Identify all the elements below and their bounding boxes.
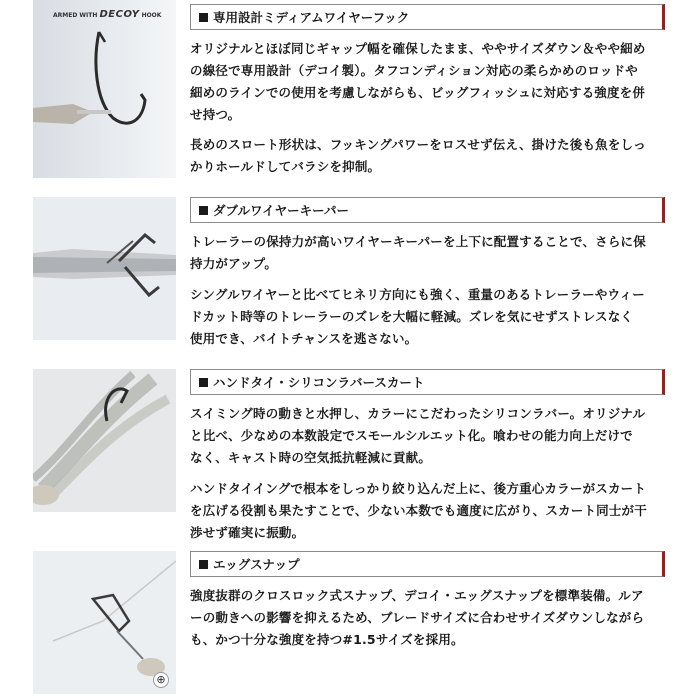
paragraph <box>190 403 668 469</box>
paragraph-line: オリジナルとほぼ同じギャップ幅を確保したまま、ややサイズダウン＆やや細め <box>190 41 646 56</box>
section-heading <box>190 197 665 223</box>
section-heading <box>190 4 665 30</box>
paragraph-line: シングルワイヤーと比べてヒネリ方向にも強く、重量のあるトレーラーやウィー <box>190 287 645 302</box>
skirt-photo <box>33 369 176 512</box>
paragraph <box>190 134 668 178</box>
heading-text: エッグスナップ <box>213 557 300 572</box>
section-heading <box>190 551 665 577</box>
paragraph-line: せ持つ。 <box>190 107 241 122</box>
paragraph <box>190 231 668 275</box>
heading-bullet <box>199 206 208 215</box>
paragraph-line: 強度抜群のクロスロック式スナップ、デコイ・エッグスナップを標準装備。ルア <box>190 588 644 603</box>
paragraph-line: 細めのラインでの使用を考慮しながらも、ビッグフィッシュに対応する強度を併 <box>190 85 646 100</box>
paragraph-line: ハンドタイイングで根本をしっかり絞り込んだ上に、後方重心カラーがスカート <box>190 481 647 496</box>
paragraph-line: かりホールドしてバラシを抑制。 <box>190 159 381 174</box>
paragraph <box>190 585 668 651</box>
paragraph-line: を広げる役割も果たすことで、少ない本数でも適度に広がり、スカート同士が干 <box>190 503 647 518</box>
zoom-icon[interactable]: ⊕ <box>153 672 169 688</box>
paragraph-line: 持力がアップ。 <box>190 256 278 271</box>
heading-bullet <box>199 560 208 569</box>
section-heading <box>190 369 665 395</box>
paragraph-line: も、かつ十分な強度を持つ#1.5サイズを採用。 <box>190 632 464 647</box>
paragraph-line: 使用でき、バイトチャンスを逃さない。 <box>190 331 418 346</box>
paragraph <box>190 38 668 126</box>
heading-bullet <box>199 13 208 22</box>
heading-text: 専用設計ミディアムワイヤーフック <box>213 10 410 25</box>
paragraph-line: と比べ、少なめの本数設定でスモールシルエット化。喰わせの能力向上だけで <box>190 428 633 443</box>
heading-text: ハンドタイ・シリコンラバースカート <box>213 375 425 390</box>
paragraph-line: の線径で専用設計（デコイ製）。タフコンディション対応の柔らかめのロッドや <box>190 63 638 78</box>
hook-illustration <box>33 0 176 178</box>
paragraph-line: なく、キャスト時の空気抵抗軽減に貢献。 <box>190 450 432 465</box>
keeper-photo <box>33 197 176 340</box>
paragraph-line: スイミング時の動きと水押し、カラーにこだわったシリコンラバー。オリジナル <box>190 406 646 421</box>
keeper-illustration <box>33 197 176 340</box>
hook-photo <box>33 0 176 178</box>
paragraph <box>190 284 668 350</box>
snap-photo <box>33 551 176 694</box>
paragraph <box>190 478 668 544</box>
decoy-hook-logo: ARMED WITH DECOY HOOK <box>53 9 162 20</box>
skirt-illustration <box>33 369 176 512</box>
paragraph-line: トレーラーの保持力が高いワイヤーキーパーを上下に配置することで、さらに保 <box>190 234 646 249</box>
paragraph-line: 長めのスロート形状は、フッキングパワーをロスせず伝え、掛けた後も魚をしっ <box>190 137 646 152</box>
paragraph-line: ドカット時等のトレーラーのズレを大幅に軽減。ズレを気にせずストレスなく <box>190 309 634 324</box>
paragraph-line: ーの動きへの影響を抑えるため、ブレードサイズに合わせサイズダウンしながら <box>190 610 645 625</box>
heading-text: ダブルワイヤーキーパー <box>213 203 350 218</box>
snap-illustration <box>33 551 176 694</box>
heading-bullet <box>199 378 208 387</box>
paragraph-line: 渉せず確実に振動。 <box>190 525 305 540</box>
